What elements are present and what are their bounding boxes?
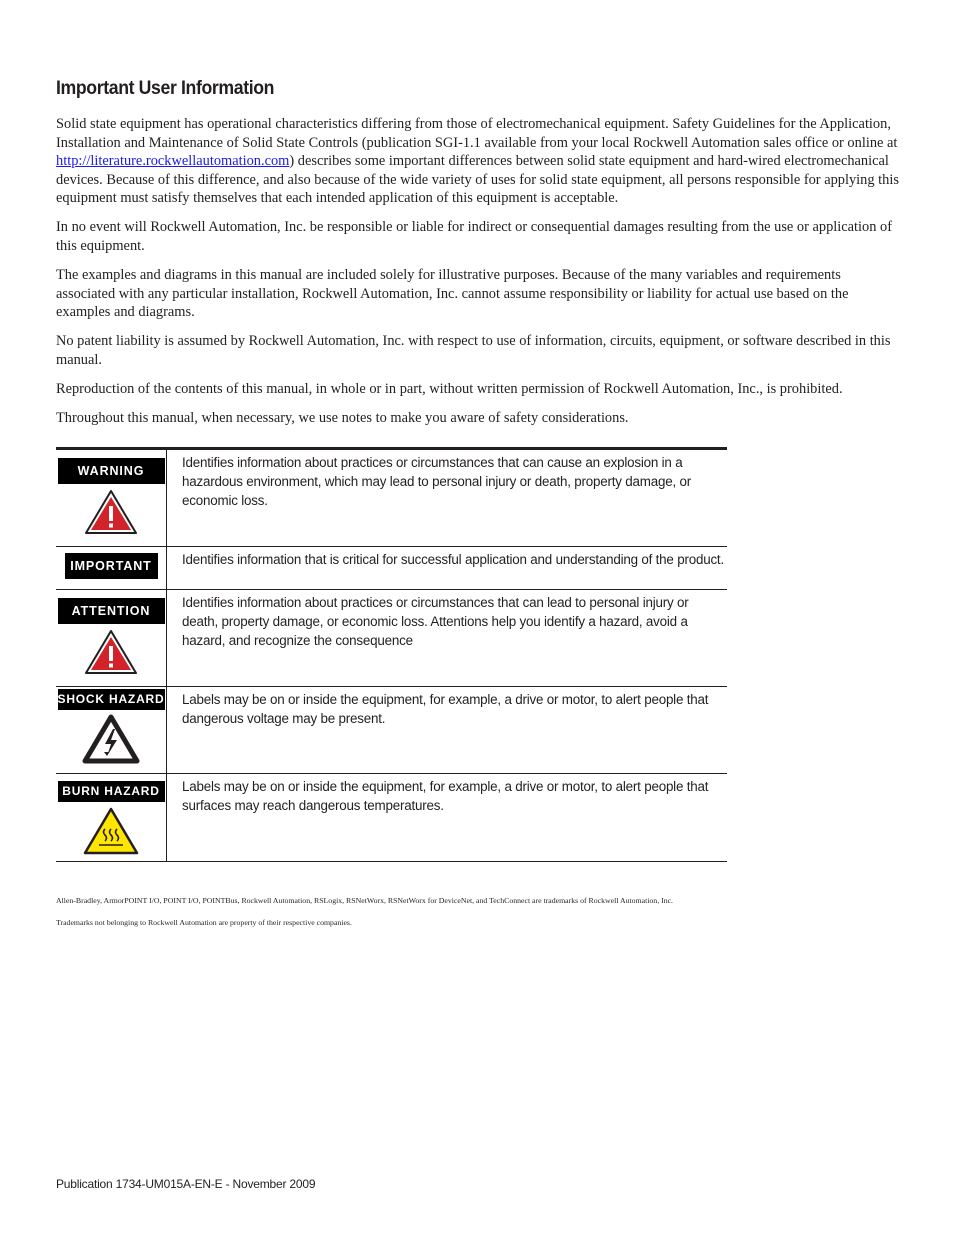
- trademark-notice: [56, 896, 901, 940]
- hot-surface-icon: [82, 806, 140, 856]
- literature-link[interactable]: http://literature.rockwellautomation.com: [56, 153, 290, 170]
- warning-badge: WARNING: [58, 458, 165, 484]
- notice-row-important: [56, 547, 727, 590]
- paragraph-reproduction: Reproduction of the contents of this manual, in whole or in part, without written permission of Rockwell Automation, Inc., is prohibited.: [56, 381, 843, 398]
- paragraph-patent: No patent liability is assumed by Rockwell Automation, Inc. with respect to use of information, circuits, equipment, or software described in this manual.: [56, 333, 891, 369]
- warning-triangle-icon: [83, 628, 139, 676]
- trademark-line: Trademarks not belonging to Rockwell Automation are property of their respective companies.: [56, 918, 352, 927]
- paragraph-solid-state: [56, 115, 901, 208]
- notice-description: Identifies information about practices or circumstances that can cause an explosion in a hazardous environment, which may lead to personal injury or death, property damage, or economic loss.: [182, 455, 692, 508]
- body-text: [56, 115, 901, 438]
- burn-hazard-badge: BURN HAZARD: [58, 781, 165, 802]
- important-badge: IMPORTANT: [65, 553, 158, 579]
- notice-row-warning: [56, 450, 727, 547]
- notice-label-cell: [56, 774, 167, 861]
- notice-label-cell: [56, 450, 167, 546]
- notice-description: Identifies information that is critical for successful application and understanding of the product.: [182, 552, 724, 567]
- paragraph-notes-intro: Throughout this manual, when necessary, we use notes to make you aware of safety considerations.: [56, 410, 629, 427]
- notice-description: Labels may be on or inside the equipment, for example, a drive or motor, to alert people that surfaces may reach dangerous temperatures.: [182, 779, 709, 813]
- notice-description: Labels may be on or inside the equipment, for example, a drive or motor, to alert people that dangerous voltage may be present.: [182, 692, 709, 726]
- attention-badge: ATTENTION: [58, 598, 165, 624]
- notice-label-cell: [56, 547, 167, 589]
- notice-row-attention: [56, 590, 727, 687]
- page-title: Important User Information: [56, 78, 275, 99]
- trademark-line: Allen-Bradley, ArmorPOINT I/O, POINT I/O, POINTBus, Rockwell Automation, RSLogix, RSNetWorx, RSNetWorx for DeviceNet, and TechConnect are trademarks of Rockwell Automation, Inc.: [56, 896, 674, 905]
- notice-label-cell: [56, 590, 167, 686]
- notice-description: Identifies information about practices or circumstances that can lead to personal injury or death, property damage, or economic loss. Attentions help you identify a hazard, avoid a hazard, and recognize the consequence: [182, 595, 689, 648]
- shock-hazard-badge: SHOCK HAZARD: [58, 689, 165, 710]
- publication-footer: Publication 1734-UM015A-EN-E - November 2009: [56, 1177, 316, 1191]
- lightning-bolt-icon: [82, 714, 140, 764]
- warning-triangle-icon: [83, 488, 139, 536]
- safety-notice-table: [56, 447, 727, 862]
- paragraph-text: ) describes some important differences between solid state equipment and hard-wired electromechanical devices. Because of this difference, and also because of the wide variety of uses for solid state equipment, all persons responsible for applying this equipment must satisfy themselves that each intended application of this equipment is acceptable.: [56, 153, 899, 207]
- paragraph-text: Solid state equipment has operational characteristics differing from those of electromechanical equipment. Safety Guidelines for the Application, Installation and Maintenance of Solid State Controls (publication SGI-1.1 available from your local Rockwell Automation sales office or online at: [56, 116, 898, 151]
- notice-row-burn-hazard: [56, 774, 727, 862]
- notice-row-shock-hazard: [56, 687, 727, 774]
- paragraph-examples: The examples and diagrams in this manual are included solely for illustrative purposes. Because of the many variables and requirements associated with any particular installation, Rockwell Automation, Inc. cannot assume responsibility or liability for actual use based on the examples and diagrams.: [56, 267, 849, 321]
- notice-label-cell: [56, 687, 167, 773]
- paragraph-liability: In no event will Rockwell Automation, Inc. be responsible or liable for indirect or consequential damages resulting from the use or application of this equipment.: [56, 219, 893, 255]
